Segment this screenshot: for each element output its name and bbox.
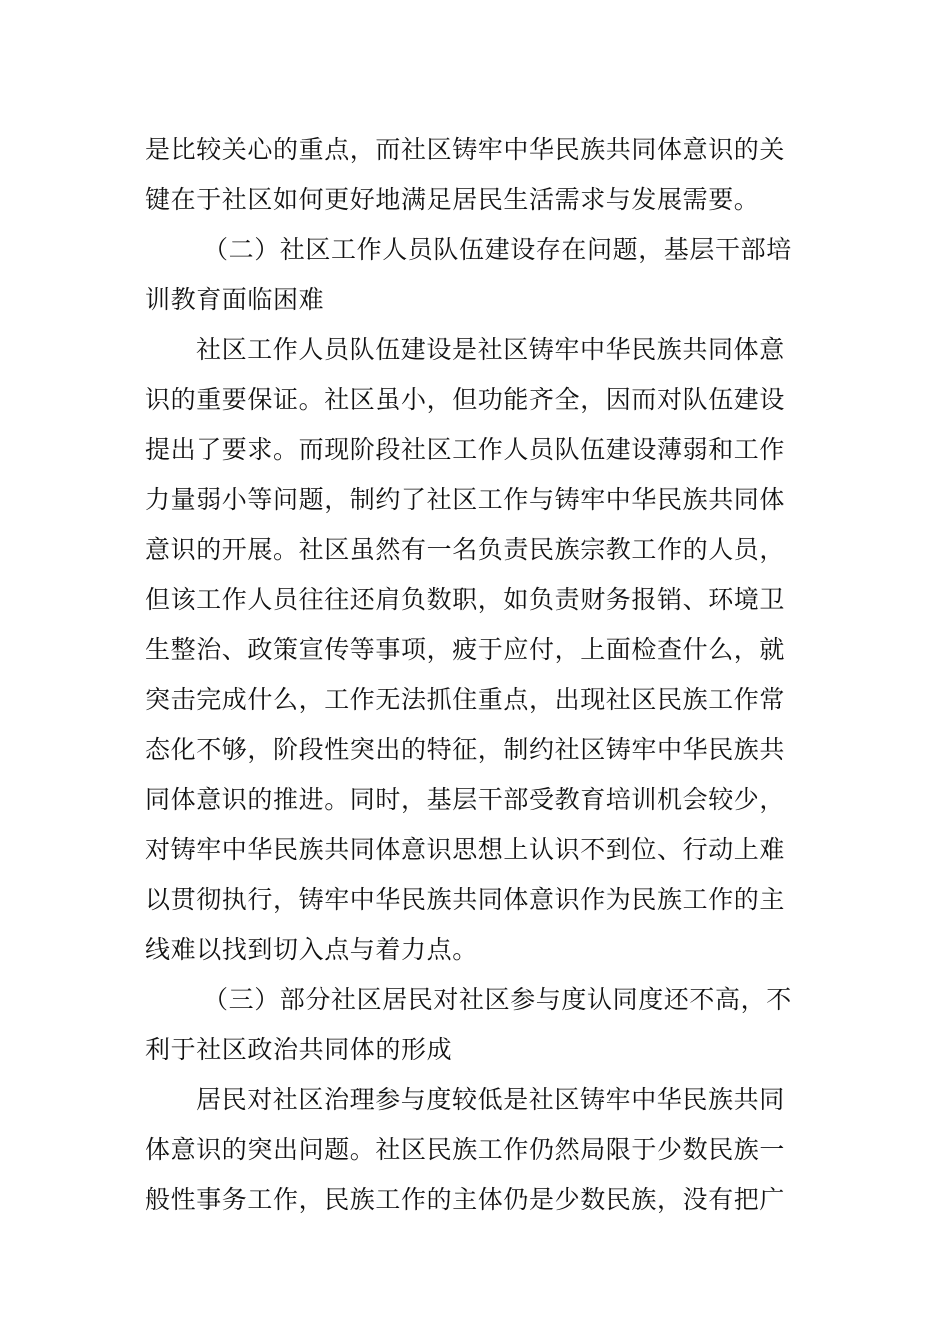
text-line: 以贯彻执行，铸牢中华民族共同体意识作为民族工作的主 — [145, 885, 786, 914]
text-line: 提出了要求。而现阶段社区工作人员队伍建设薄弱和工作 — [145, 435, 786, 464]
text-line: 力量弱小等问题，制约了社区工作与铸牢中华民族共同体 — [145, 485, 786, 514]
section-heading-2-cont: 训教育面临困难 — [145, 285, 325, 314]
text-line: 生整治、政策宣传等事项，疲于应付，上面检查什么，就 — [145, 635, 786, 664]
text-line: 般性事务工作，民族工作的主体仍是少数民族，没有把广 — [145, 1185, 786, 1214]
paragraph-start: 社区工作人员队伍建设是社区铸牢中华民族共同体意 — [196, 335, 785, 364]
text-line: 态化不够，阶段性突出的特征，制约社区铸牢中华民族共 — [145, 735, 786, 764]
text-line: 识的重要保证。社区虽小，但功能齐全，因而对队伍建设 — [145, 385, 786, 414]
text-line: 同体意识的推进。同时，基层干部受教育培训机会较少， — [145, 785, 786, 814]
text-line: 但该工作人员往往还肩负数职，如负责财务报销、环境卫 — [145, 585, 786, 614]
text-line: 体意识的突出问题。社区民族工作仍然局限于少数民族一 — [145, 1135, 786, 1164]
section-heading-3-cont: 利于社区政治共同体的形成 — [145, 1035, 453, 1064]
section-heading-2: （二）社区工作人员队伍建设存在问题，基层干部培 — [203, 235, 792, 264]
text-line: 线难以找到切入点与着力点。 — [145, 935, 478, 964]
text-line: 突击完成什么，工作无法抓住重点，出现社区民族工作常 — [145, 685, 786, 714]
paragraph-start: 居民对社区治理参与度较低是社区铸牢中华民族共同 — [196, 1085, 785, 1114]
text-line: 键在于社区如何更好地满足居民生活需求与发展需要。 — [145, 185, 760, 214]
section-heading-3: （三）部分社区居民对社区参与度认同度还不高，不 — [203, 985, 792, 1014]
text-line: 意识的开展。社区虽然有一名负责民族宗教工作的人员， — [145, 535, 786, 564]
text-line: 是比较关心的重点，而社区铸牢中华民族共同体意识的关 — [145, 135, 786, 164]
text-line: 对铸牢中华民族共同体意识思想上认识不到位、行动上难 — [145, 835, 786, 864]
